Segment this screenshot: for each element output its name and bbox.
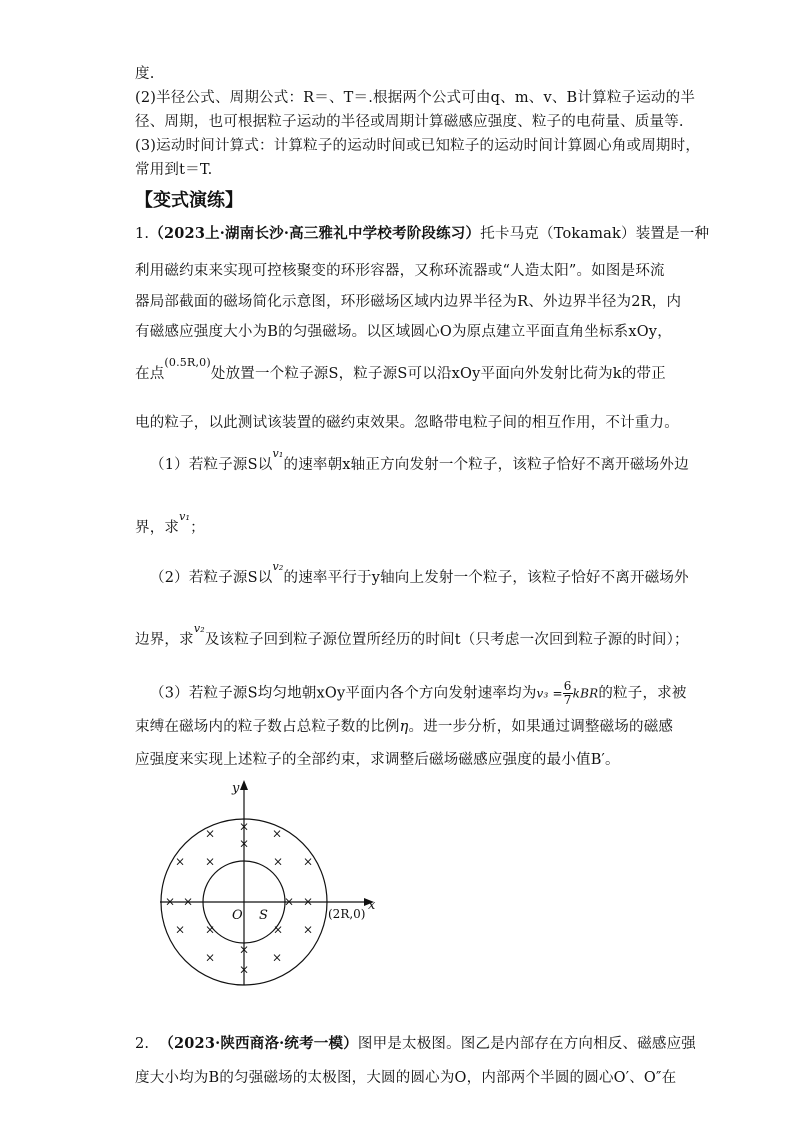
- field-mark: ×: [174, 854, 186, 869]
- text-line: (3)运动时间计算式：计算粒子的运动时间或已知粒子的运动时间计算圆心角或周期时，: [135, 138, 701, 154]
- text: 边界，求: [135, 632, 194, 648]
- text-line: 利用磁约束来实现可控核聚变的环形容器，又称环流器或“人造太阳”。如图是环流: [135, 263, 665, 279]
- eta-symbol: η: [399, 719, 409, 735]
- field-mark: ×: [302, 922, 314, 937]
- problem-source: （2023上·湖南长沙·高三雅礼中学校考阶段练习）: [149, 225, 481, 242]
- field-mark: ×: [238, 962, 250, 977]
- text-line: 度.: [135, 66, 155, 82]
- field-mark: ×: [204, 922, 216, 937]
- text: 在点: [135, 366, 165, 382]
- v2-symbol: v₂: [193, 622, 205, 635]
- text: ；: [190, 520, 205, 536]
- y-axis-arrow: [240, 780, 248, 790]
- source-label: S: [259, 908, 268, 923]
- text: 界，求: [135, 520, 180, 536]
- problem-number: 1.: [135, 226, 150, 242]
- text: 。进一步分析，如果通过调整磁场的磁感: [408, 719, 674, 735]
- field-mark: ×: [174, 922, 186, 937]
- v3-symbol: v₃ =: [536, 686, 563, 701]
- question2-line: [150, 560, 689, 587]
- problem2-line1: [135, 1032, 696, 1053]
- problem1-line5: [135, 356, 666, 383]
- text: 束缚在磁场内的粒子数占总粒子数的比例: [135, 719, 400, 735]
- point-coordinate: (0.5R,0): [164, 356, 211, 369]
- x-axis-label: x: [368, 898, 376, 913]
- field-mark: ×: [302, 854, 314, 869]
- field-mark: ×: [164, 894, 176, 909]
- text: 图甲是太极图。图乙是内部存在方向相反、磁感应强: [357, 1036, 697, 1052]
- origin-label: O: [232, 908, 243, 923]
- section-heading: 【变式演练】: [135, 190, 243, 211]
- problem1-line1: [135, 222, 709, 243]
- text-line: 电的粒子，以此测试该装置的磁约束效果。忽略带电粒子间的相互作用，不计重力。: [135, 415, 679, 431]
- field-mark: ×: [283, 894, 295, 909]
- field-mark: ×: [271, 826, 283, 841]
- text-line: 器局部截面的磁场简化示意图，环形磁场区域内边界半径为R、外边界半径为2R，内: [135, 294, 682, 310]
- text: （2）若粒子源S以: [150, 570, 273, 586]
- text: 的粒子，求被: [598, 685, 687, 702]
- text-line: 度大小均为B的匀强磁场的太极图，大圆的圆心为O，内部两个半圆的圆心O′、O″在: [135, 1070, 677, 1086]
- text: 的速率平行于y轴向上发射一个粒子，该粒子恰好不离开磁场外: [283, 570, 689, 586]
- text-line: 常用到t＝T.: [135, 162, 213, 178]
- problem-source: （2023·陕西商洛·统考一模）: [159, 1035, 358, 1052]
- v2-symbol: v₂: [272, 560, 284, 573]
- point-2r-label: (2R,0): [328, 907, 366, 921]
- text: 的速率朝x轴正方向发射一个粒子，该粒子恰好不离开磁场外边: [283, 457, 689, 473]
- field-mark: ×: [204, 826, 216, 841]
- text: 托卡马克（Tokamak）装置是一种: [480, 226, 710, 242]
- y-axis-label: y: [232, 781, 240, 796]
- text-line: 径、周期，也可根据粒子运动的半径或周期计算磁感应强度、粒子的电荷量、质量等.: [135, 114, 684, 130]
- field-mark: ×: [272, 854, 284, 869]
- question1-line2: [135, 510, 205, 537]
- field-mark: ×: [204, 854, 216, 869]
- field-mark: ×: [238, 836, 250, 851]
- kbr-term: kBR: [572, 686, 599, 701]
- magnetic-field-figure: [160, 778, 400, 988]
- question1-line: [150, 447, 689, 474]
- field-mark: ×: [238, 942, 250, 957]
- question2-line2: [135, 622, 689, 649]
- field-mark: ×: [238, 819, 250, 834]
- v1-symbol: v₁: [272, 447, 284, 460]
- text: （1）若粒子源S以: [150, 457, 273, 473]
- field-mark: ×: [271, 950, 283, 965]
- field-mark: ×: [204, 950, 216, 965]
- question3-line: [150, 680, 687, 707]
- field-mark: ×: [302, 894, 314, 909]
- question3-line2: [135, 715, 673, 736]
- field-mark: ×: [182, 894, 194, 909]
- text: 处放置一个粒子源S，粒子源S可以沿xOy平面向外发射比荷为k的带正: [210, 366, 666, 382]
- problem-number: 2.: [135, 1036, 150, 1052]
- text: 及该粒子回到粒子源位置所经历的时间t（只考虑一次回到粒子源的时间）；: [204, 632, 689, 648]
- fraction-6-7: $\frac{6}{7}$: [563, 679, 572, 707]
- text-line: (2)半径公式、周期公式：R＝、T＝.根据两个公式可由q、m、v、B计算粒子运动的半: [135, 90, 696, 106]
- text-line: 应强度来实现上述粒子的全部约束，求调整后磁场磁感应强度的最小值B′。: [135, 752, 620, 768]
- text: （3）若粒子源S均匀地朝xOy平面内各个方向发射速率均为: [150, 685, 537, 702]
- field-mark: ×: [272, 922, 284, 937]
- v1-symbol: v₁: [179, 510, 191, 523]
- text-line: 有磁感应强度大小为B的匀强磁场。以区域圆心O为原点建立平面直角坐标系xOy，: [135, 324, 672, 340]
